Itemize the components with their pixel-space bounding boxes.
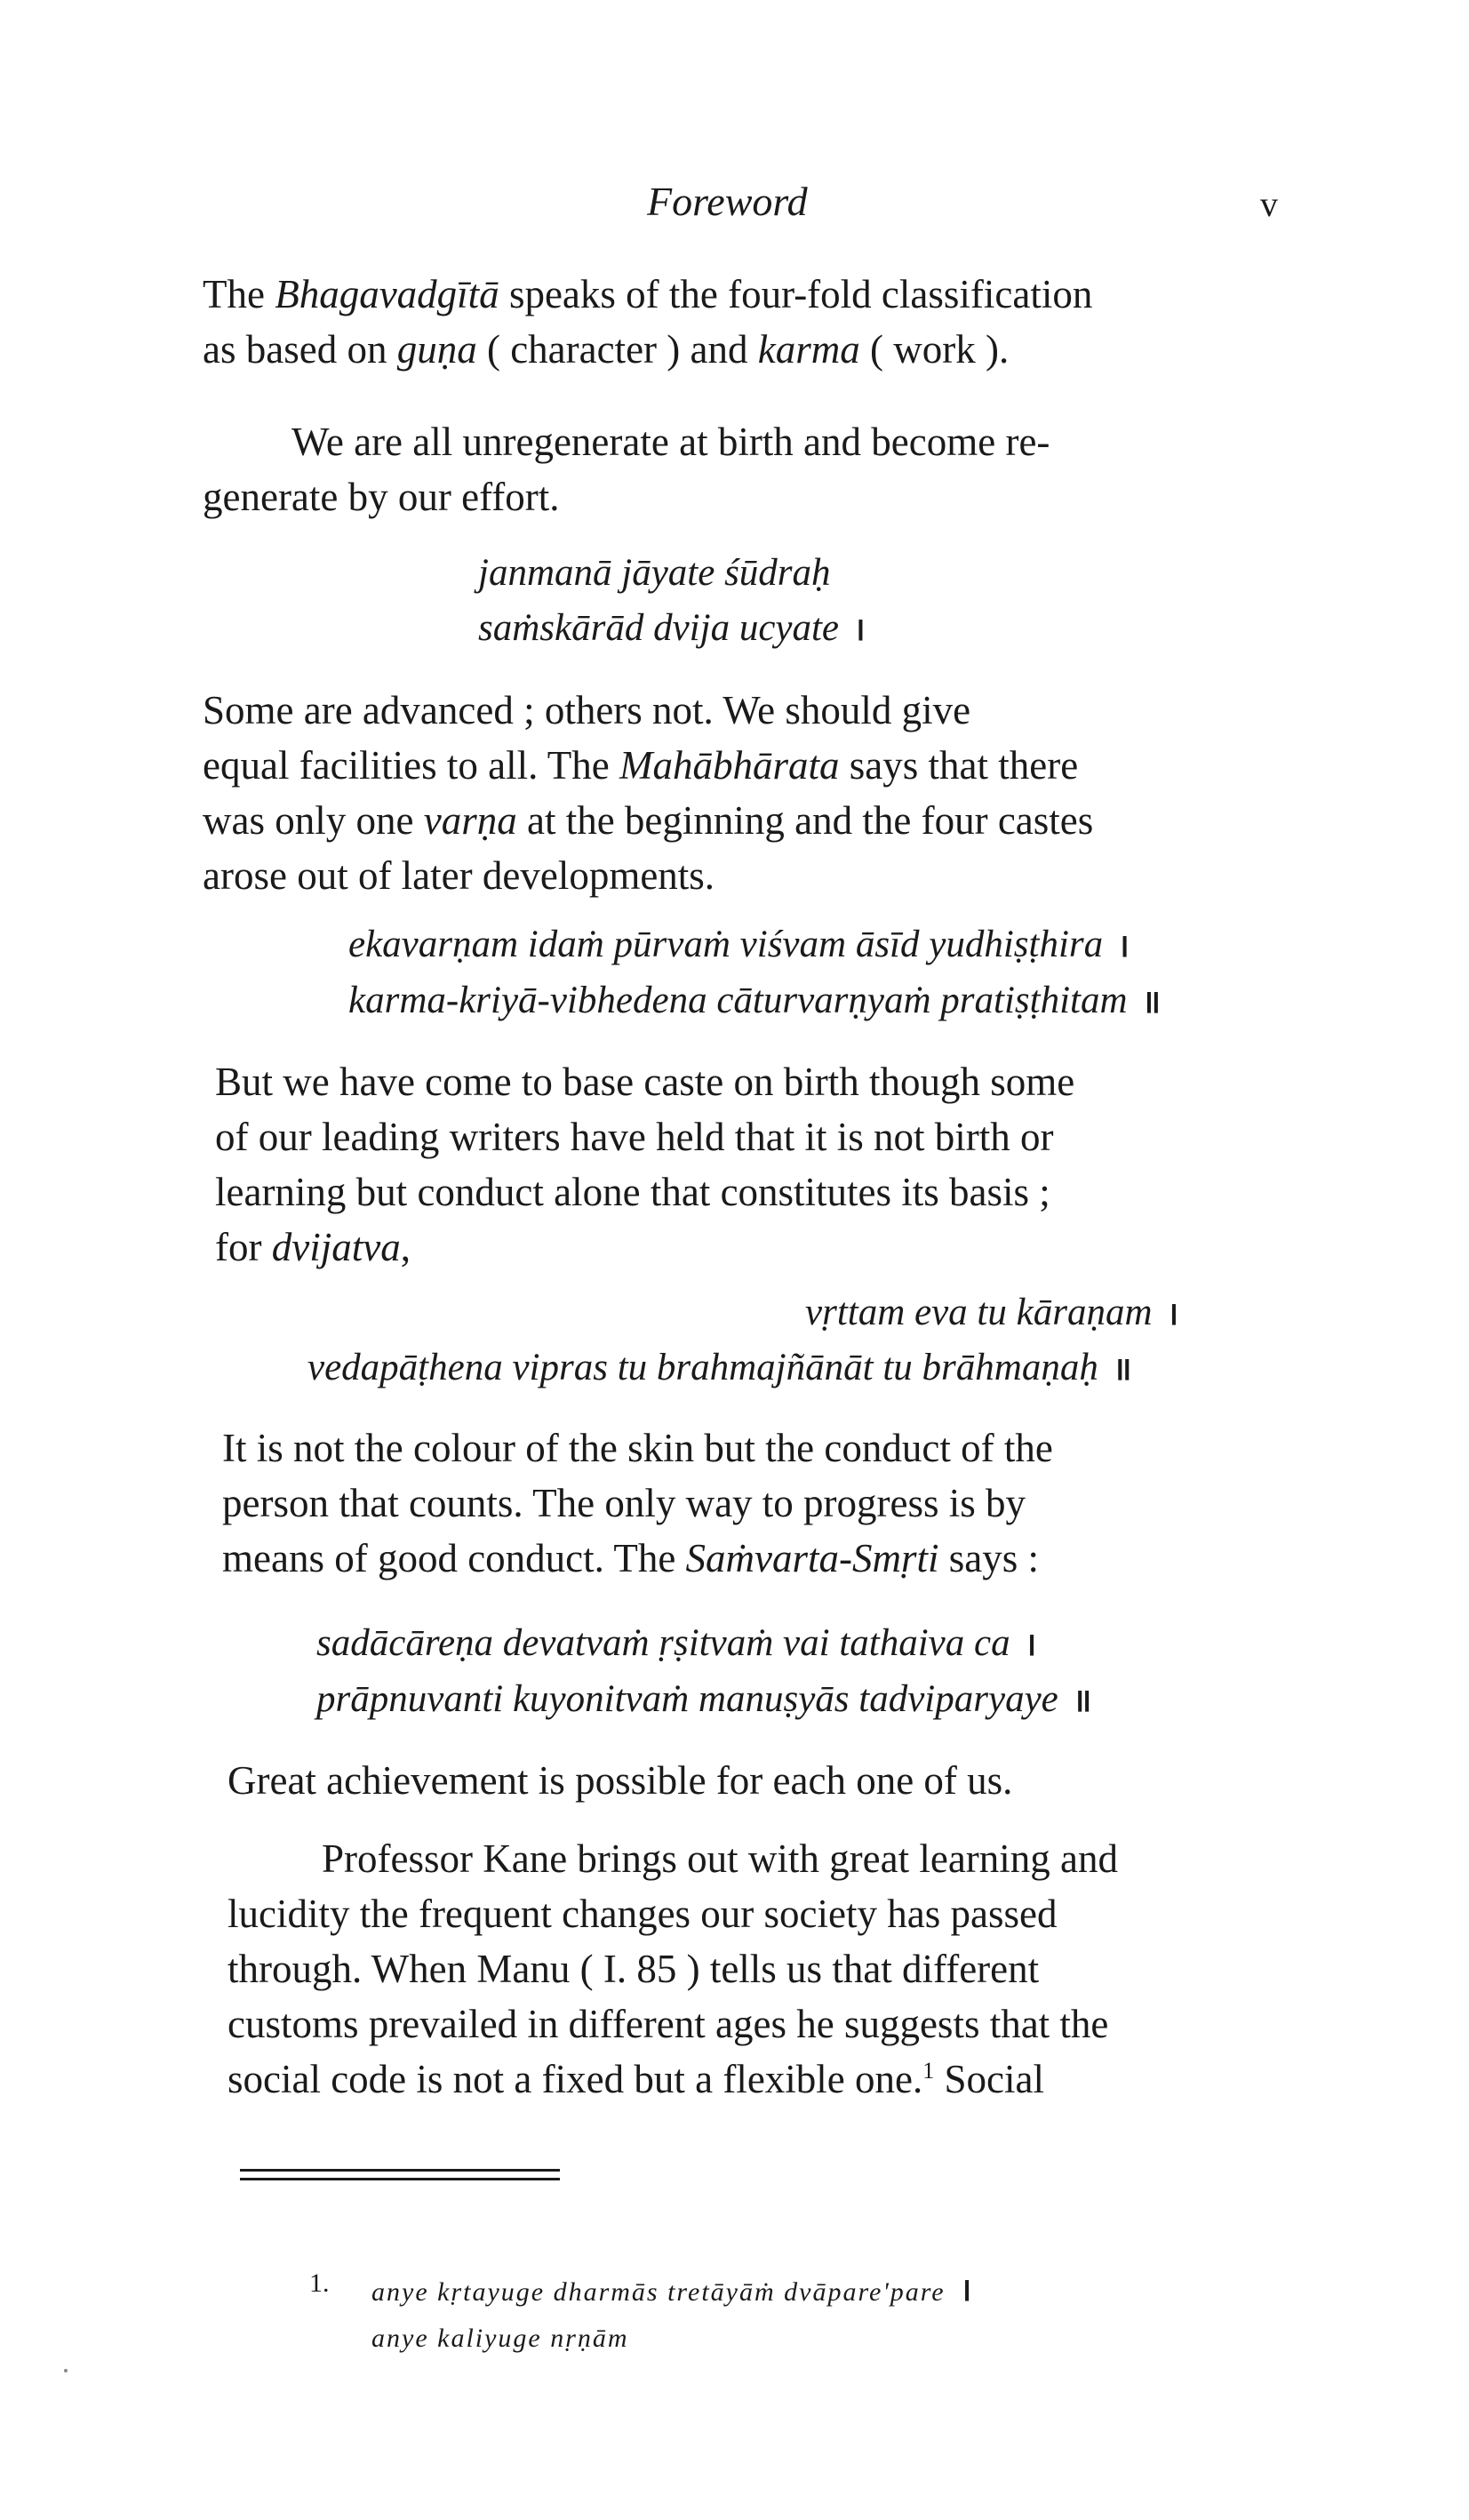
danda-mark: ॥ bbox=[1072, 1683, 1092, 1718]
text-line bbox=[203, 793, 1312, 848]
verse-line bbox=[478, 601, 866, 657]
text-span: was only one bbox=[203, 798, 424, 843]
footnote-rule bbox=[240, 2169, 560, 2172]
text-line: It is not the colour of the skin but the conduct of the bbox=[222, 1426, 1053, 1470]
paragraph-1 bbox=[203, 267, 1312, 377]
text-span: says : bbox=[938, 1536, 1040, 1580]
footnote-marker: 1 bbox=[922, 2058, 935, 2084]
italic-term: guṇa bbox=[396, 327, 477, 372]
footnote-line-1 bbox=[371, 2267, 973, 2310]
verse-text: prāpnuvanti kuyonitvaṁ manuṣyās tadviparyaye bbox=[316, 1678, 1058, 1720]
verse-text: vedapāṭhena vipras tu brahmajñānāt tu brāhmaṇaḥ bbox=[307, 1347, 1098, 1388]
text-span: ( work ). bbox=[859, 327, 1010, 372]
text-span: at the beginning and the four castes bbox=[516, 798, 1094, 843]
text-line bbox=[203, 267, 1312, 322]
text-line: of our leading writers have held that it is not birth or bbox=[215, 1115, 1054, 1159]
text-line: generate by our effort. bbox=[203, 475, 560, 519]
text-span: speaks of the four-fold classification bbox=[499, 272, 1093, 316]
text-line: through. When Manu ( I. 85 ) tells us that different bbox=[228, 1947, 1040, 1991]
text-line bbox=[222, 1531, 1331, 1586]
italic-term: karma bbox=[757, 327, 860, 372]
verse-3-line-2 bbox=[307, 1340, 1131, 1396]
paragraph-2 bbox=[203, 414, 1312, 524]
verse-3-line-1 bbox=[805, 1285, 1178, 1341]
text-line: But we have come to base caste on birth though some bbox=[215, 1060, 1075, 1104]
danda-mark: ॥ bbox=[1112, 1351, 1132, 1387]
italic-term: Bhagavadgītā bbox=[275, 272, 499, 316]
italic-term: Mahābhārata bbox=[619, 743, 840, 788]
italic-term: Saṁvarta-Smṛti bbox=[685, 1536, 939, 1580]
text-line bbox=[228, 2052, 1337, 2107]
text-span: social code is not a fixed but a flexible one. bbox=[228, 2057, 923, 2101]
verse-text: karma-kriyā-vibhedena cāturvarṇyaṁ pratiṣṭhitam bbox=[348, 980, 1128, 1021]
text-span: as based on bbox=[203, 327, 397, 372]
scan-speck bbox=[64, 2369, 68, 2372]
text-line bbox=[203, 322, 1312, 377]
text-line: customs prevailed in different ages he suggests that the bbox=[228, 2002, 1109, 2046]
verse-line bbox=[805, 1285, 1178, 1341]
danda-mark: । bbox=[853, 612, 866, 647]
running-title: Foreword bbox=[647, 179, 808, 224]
text-line bbox=[203, 738, 1312, 793]
text-span: for bbox=[215, 1225, 272, 1269]
verse-line: janmanā jāyate śūdraḥ bbox=[478, 552, 831, 594]
verse-1 bbox=[478, 546, 866, 657]
text-span: Social bbox=[934, 2057, 1044, 2101]
text-line: We are all unregenerate at birth and become re- bbox=[291, 420, 1050, 464]
verse-text: saṁskārād dvija ucyate bbox=[478, 607, 840, 649]
footnote-number: 1. bbox=[309, 2268, 330, 2298]
text-line: person that counts. The only way to progress is by bbox=[222, 1481, 1026, 1525]
text-span: ( character ) and bbox=[476, 327, 758, 372]
danda-mark: । bbox=[1024, 1627, 1037, 1662]
danda-mark: । bbox=[959, 2272, 974, 2308]
text-span: says that there bbox=[839, 743, 1079, 788]
danda-mark: । bbox=[1166, 1296, 1179, 1332]
paragraph-7 bbox=[228, 1831, 1337, 2107]
danda-mark: । bbox=[1117, 928, 1130, 964]
verse-line bbox=[316, 1672, 1091, 1728]
italic-term: varṇa bbox=[423, 798, 517, 843]
paragraph-4 bbox=[215, 1054, 1324, 1275]
page-number: v bbox=[1260, 184, 1278, 224]
footnote-text: anye kaliyuge nṛṇām bbox=[371, 2324, 629, 2353]
footnote-line-2 bbox=[371, 2324, 629, 2354]
verse-text: ekavarṇam idaṁ pūrvaṁ viśvam āsīd yudhiṣṭhira bbox=[348, 924, 1104, 965]
footnote-rule bbox=[240, 2178, 560, 2180]
text-line bbox=[215, 1220, 1324, 1275]
text-span: The bbox=[203, 272, 275, 316]
verse-line bbox=[348, 973, 1161, 1029]
verse-line bbox=[307, 1340, 1131, 1396]
paragraph-3 bbox=[203, 683, 1312, 903]
text-line: learning but conduct alone that constitutes its basis ; bbox=[215, 1170, 1050, 1214]
text-line: Professor Kane brings out with great learning and bbox=[322, 1836, 1119, 1881]
text-line: arose out of later developments. bbox=[203, 853, 715, 898]
verse-text: vṛttam eva tu kāraṇam bbox=[805, 1292, 1153, 1333]
text-span: , bbox=[400, 1225, 411, 1269]
text-span: equal facilities to all. The bbox=[203, 743, 620, 788]
danda-mark: ॥ bbox=[1141, 984, 1162, 1020]
text-line: Some are advanced ; others not. We should give bbox=[203, 688, 971, 732]
page-header bbox=[0, 178, 1469, 231]
italic-term: dvijatva bbox=[271, 1225, 401, 1269]
verse-2 bbox=[348, 917, 1161, 1029]
text-line: Great achievement is possible for each one of us. bbox=[228, 1758, 1013, 1803]
footnote-text: anye kṛtayuge dharmās tretāyāṁ dvāpare'pare bbox=[371, 2277, 946, 2307]
verse-line bbox=[348, 917, 1161, 973]
verse-line bbox=[316, 1616, 1091, 1672]
verse-text: sadācāreṇa devatvaṁ ṛṣitvaṁ vai tathaiva ca bbox=[316, 1622, 1010, 1664]
verse-4 bbox=[316, 1616, 1091, 1728]
paragraph-5 bbox=[222, 1420, 1331, 1586]
paragraph-6 bbox=[228, 1753, 1337, 1808]
text-line: lucidity the frequent changes our society has passed bbox=[228, 1892, 1058, 1936]
text-span: means of good conduct. The bbox=[222, 1536, 686, 1580]
